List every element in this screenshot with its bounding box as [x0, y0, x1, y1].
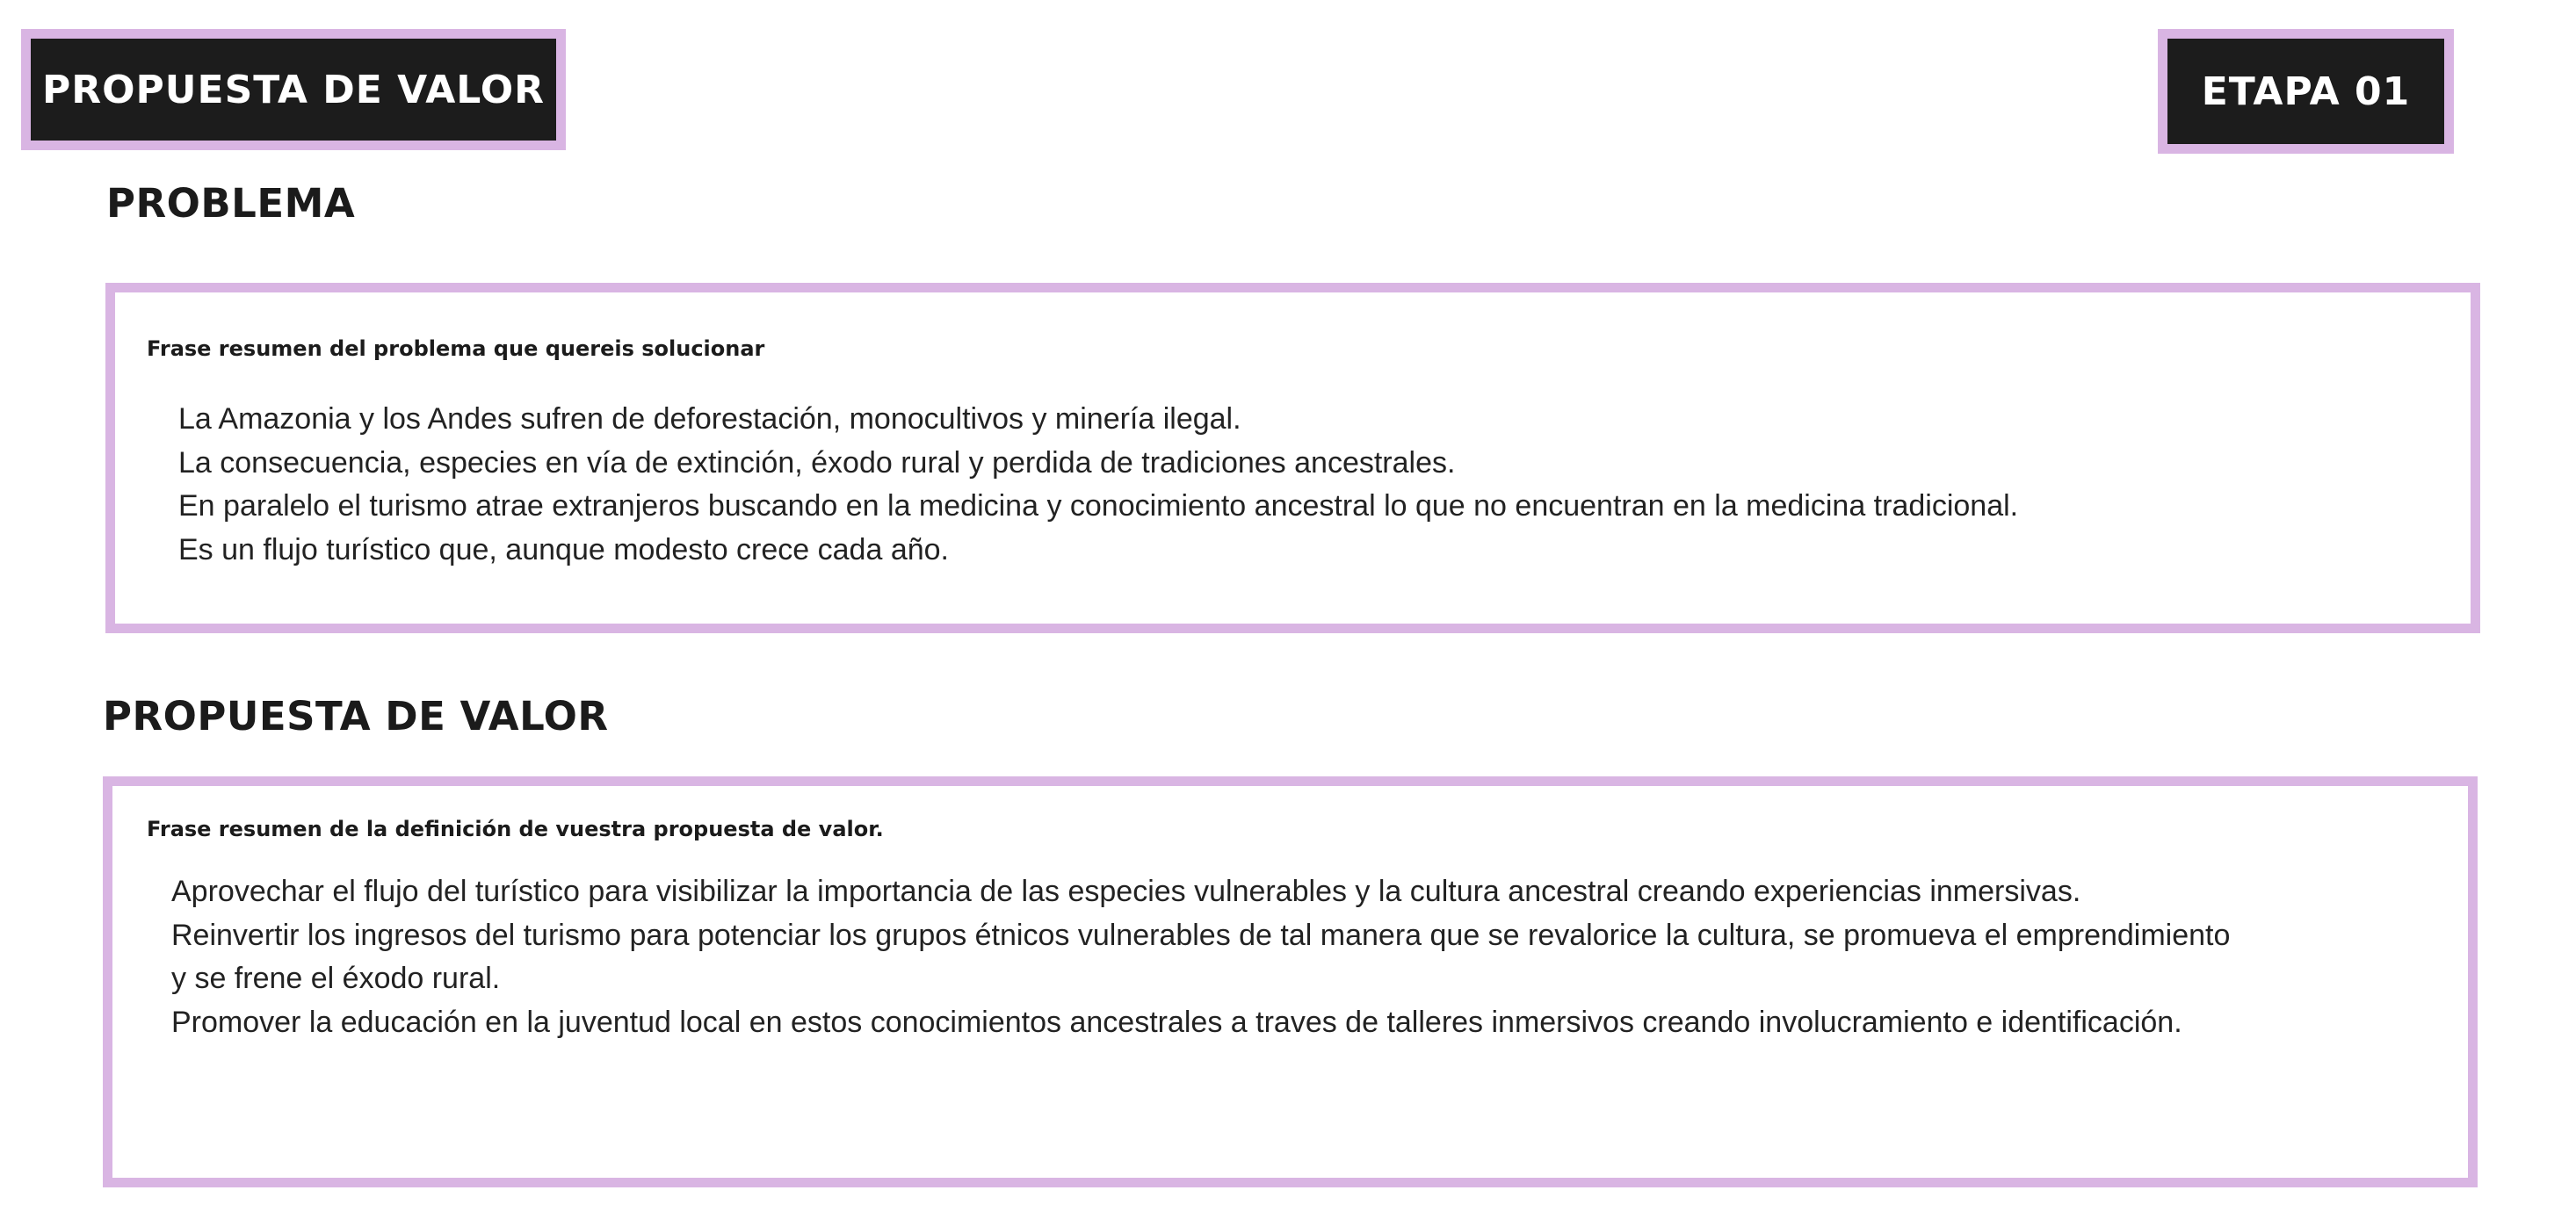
problema-text: [178, 398, 2018, 572]
propuesta-box: [103, 776, 2478, 1187]
propuesta-line: Promover la educación en la juventud local en estos conocimientos ancestrales a traves de talleres inmersivos creando involucramiento e identificación.: [171, 1005, 2182, 1039]
problema-heading: PROBLEMA: [106, 180, 356, 227]
problema-line: Es un flujo turístico que, aunque modesto crece cada año.: [178, 532, 949, 566]
problema-caption: Frase resumen del problema que quereis solucionar: [147, 336, 765, 361]
propuesta-caption: Frase resumen de la definición de vuestra propuesta de valor.: [147, 817, 884, 841]
propuesta-line: y se frene el éxodo rural.: [171, 962, 501, 995]
propuesta-heading: PROPUESTA DE VALOR: [103, 693, 609, 739]
stage-badge: [2158, 29, 2454, 154]
problema-line: La consecuencia, especies en vía de extinción, éxodo rural y perdida de tradiciones ancestrales.: [178, 445, 1456, 480]
problema-box: [105, 283, 2480, 633]
problema-line: La Amazonia y los Andes sufren de deforestación, monocultivos y minería ilegal.: [178, 402, 1241, 436]
title-badge: [21, 29, 566, 150]
propuesta-line: Aprovechar el flujo del turístico para visibilizar la importancia de las especies vulnerables y la cultura ancestral creando experiencias inmersivas.: [171, 875, 2081, 908]
stage-badge-label: ETAPA 01: [2201, 69, 2411, 114]
title-badge-label: PROPUESTA DE VALOR: [42, 67, 545, 112]
problema-line: En paralelo el turismo atrae extranjeros buscando en la medicina y conocimiento ancestral lo que no encuentran en la medicina tradicional.: [178, 489, 2019, 523]
propuesta-text: [171, 870, 2230, 1044]
propuesta-line: Reinvertir los ingresos del turismo para potenciar los grupos étnicos vulnerables de tal manera que se revalorice la cultura, se promueva el emprendimiento: [171, 918, 2231, 952]
